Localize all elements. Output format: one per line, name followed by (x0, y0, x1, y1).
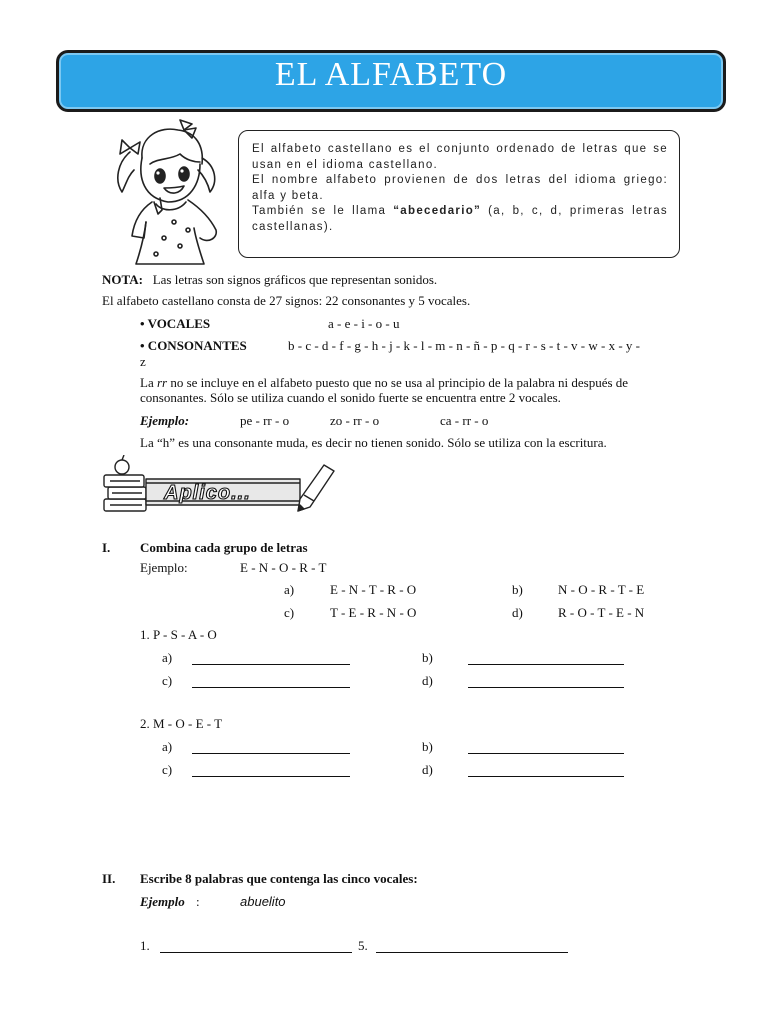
vocales-label: • VOCALES (140, 316, 211, 331)
answer-letter: a) (162, 650, 173, 665)
speech-paragraph-1: El alfabeto castellano es el conjunto ordenado de letras que se usan en el idioma castellano. (252, 143, 668, 171)
section-2-ejemplo-colon: : (196, 894, 200, 909)
speech-paragraph-3: También se le llama “abecedario” (a, b, c, d, primeras letras castellanas). (252, 205, 668, 233)
h-note: La “h” es una consonante muda, es decir no tienen sonido. Sólo se utiliza con la escritura. (140, 435, 607, 450)
section-2-title: Escribe 8 palabras que contenga las cinco vocales: (140, 871, 418, 886)
nota-text: Las letras son signos gráficos que representan sonidos. (152, 272, 438, 287)
nota-line (102, 272, 437, 288)
section-2-ejemplo-label: Ejemplo (140, 894, 185, 909)
consonantes-value-cont: z (140, 354, 146, 369)
option-letter: a) (284, 582, 295, 597)
word-item-number: 1. (140, 938, 150, 953)
option-value: T - E - R - N - O (330, 605, 417, 620)
word-item-number: 5. (358, 938, 368, 953)
vocales-value: a - e - i - o - u (328, 316, 400, 331)
section-2-ejemplo-value: abuelito (240, 894, 286, 909)
consonantes-label: • CONSONANTES (140, 338, 247, 353)
option-value: E - N - T - R - O (330, 582, 417, 597)
rr-note-line-1: La rr no se incluye en el alfabeto puesto que no se usa al principio de la palabra ni después de (140, 375, 629, 390)
answer-letter: d) (422, 673, 433, 688)
ejemplo-rr-word: zo - rr - o (330, 413, 380, 428)
section-1-title: Combina cada grupo de letras (140, 540, 308, 555)
option-value: N - O - R - T - E (558, 582, 645, 597)
consonantes-value: b - c - d - f - g - h - j - k - l - m - n - ñ - p - q - r - s - t - v - w - x - y - (288, 338, 640, 353)
word-blank[interactable] (376, 940, 568, 953)
option-value: R - O - T - E - N (558, 605, 645, 620)
section-1-ejemplo-label: Ejemplo: (140, 560, 188, 575)
answer-letter: b) (422, 650, 433, 665)
section-2-number: II. (102, 871, 116, 886)
page-title: EL ALFABETO (274, 56, 508, 93)
ejemplo-rr-label: Ejemplo: (140, 413, 190, 428)
girl-illustration (100, 118, 240, 268)
rr-note-line-2: consonantes. Sólo se utiliza cuando el sonido fuerte se encuentra entre 2 vocales. (140, 390, 561, 405)
aplico-banner (100, 455, 340, 517)
answer-letter: c) (162, 762, 173, 777)
answer-blank[interactable] (468, 652, 624, 665)
answer-letter: c) (162, 673, 173, 688)
nota-label: NOTA: (102, 272, 143, 287)
answer-blank[interactable] (192, 764, 350, 777)
rr-italic: rr (156, 375, 168, 390)
alfabeto-count: El alfabeto castellano consta de 27 signos: 22 consonantes y 5 vocales. (102, 293, 471, 308)
answer-letter: a) (162, 739, 173, 754)
exercise-1-prompt: 1. P - S - A - O (140, 627, 217, 642)
word-blank[interactable] (160, 940, 352, 953)
answer-blank[interactable] (192, 675, 350, 688)
speech-paragraph-2: El nombre alfabeto provienen de dos letras del idioma griego: alfa y beta. (252, 174, 668, 202)
answer-letter: d) (422, 762, 433, 777)
section-1-ejemplo-value: E - N - O - R - T (240, 560, 327, 575)
answer-blank[interactable] (468, 675, 624, 688)
exercise-2-prompt: 2. M - O - E - T (140, 716, 223, 731)
answer-blank[interactable] (468, 764, 624, 777)
option-letter: c) (284, 605, 295, 620)
section-1-number: I. (102, 540, 111, 555)
answer-letter: b) (422, 739, 433, 754)
speech-text (252, 142, 668, 235)
ejemplo-rr-word: pe - rr - o (240, 413, 290, 428)
answer-blank[interactable] (468, 741, 624, 754)
abecedario-term: “abecedario” (393, 205, 482, 217)
option-letter: d) (512, 605, 523, 620)
answer-blank[interactable] (192, 652, 350, 665)
ejemplo-rr-word: ca - rr - o (440, 413, 489, 428)
option-letter: b) (512, 582, 523, 597)
answer-blank[interactable] (192, 741, 350, 754)
aplico-text: Aplico... (164, 482, 251, 504)
